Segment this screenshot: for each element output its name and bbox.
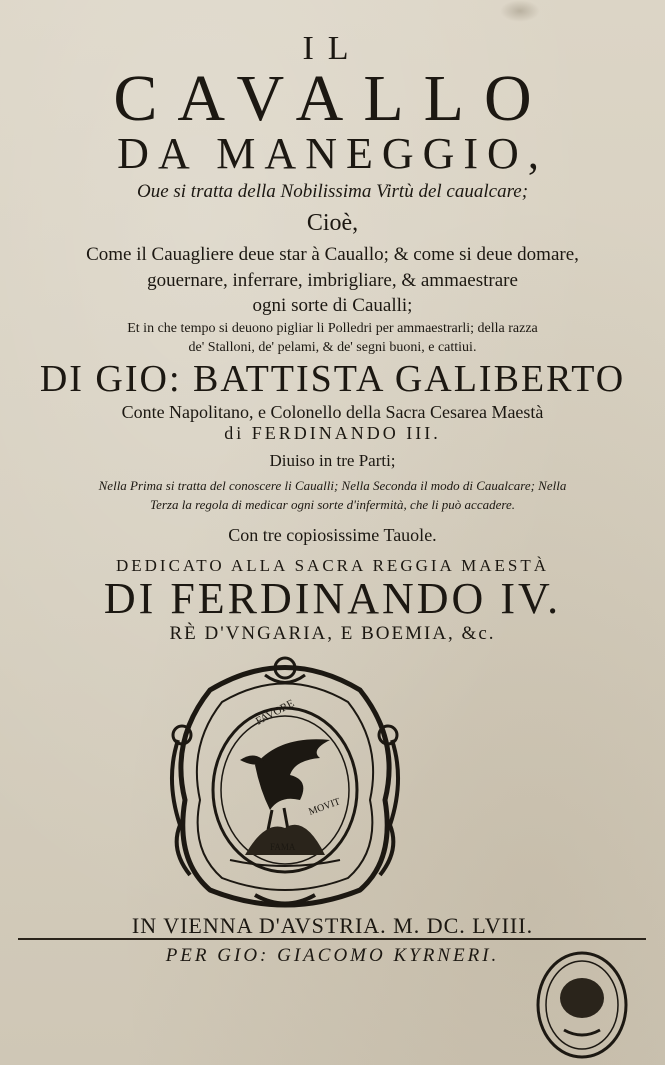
author-title-1: Conte Napolitano, e Colonello della Sacra Cesarea Maestà — [121, 402, 544, 422]
imprint-printer: PER GIO: GIACOMO KYRNERI. — [165, 945, 500, 966]
description-line-3: ogni sorte di Caualli; — [252, 295, 413, 316]
subtitle: Oue si tratta della Nobilissima Virtù del caualcare; — [136, 181, 529, 202]
eagle-printers-device-icon — [160, 650, 410, 910]
description-small-1: Et in che tempo si deuono pigliar li Polledri per ammaestrarli; della razza — [127, 321, 538, 336]
imprint-place: IN VIENNA D'AVSTRIA. M. DC. LVIII. — [131, 913, 534, 938]
parts-line-1: Nella Prima si tratta del conoscere li Caualli; Nella Seconda il modo di Caualcare; Nella — [98, 478, 567, 493]
cioe-line: Cioè, — [306, 210, 359, 236]
dedicatee-name: DI FERDINANDO IV. — [103, 574, 562, 623]
author-title-2: di FERDINANDO III. — [224, 423, 441, 443]
emblem-motto-mid: MOVIT — [307, 796, 342, 818]
tables-line: Con tre copiosissime Tauole. — [228, 525, 437, 545]
divided-line: Diuiso in tre Parti; — [269, 451, 396, 470]
parts-line-2: Terza la regola di medicar ogni sorte d'infermità, che li può accadere. — [150, 497, 515, 512]
imprint-rule — [18, 938, 646, 940]
emblem-motto-top: FAVORE — [253, 697, 297, 728]
title-line-cavallo: CAVALLO — [113, 62, 552, 135]
dedicatee-title: RÈ D'VNGARIA, E BOEMIA, &c. — [169, 623, 496, 644]
description-small-2: de' Stalloni, de' pelami, & de' segni buoni, e cattiui. — [188, 340, 477, 355]
title-line-da-maneggio: DA MANEGGIO, — [117, 129, 548, 178]
author-name: DI GIO: BATTISTA GALIBERTO — [39, 358, 626, 400]
emblem-motto-bottom: FAMA — [270, 842, 296, 852]
description-line-2: gouernare, inferrare, imbrigliare, & ammaestrare — [147, 270, 518, 291]
paper-stain — [500, 0, 540, 22]
library-stamp-icon — [534, 950, 630, 1060]
description-line-1: Come il Cauagliere deue star à Cauallo; & come si deue domare, — [86, 244, 579, 265]
title-line-il: IL — [302, 30, 363, 67]
dedication-line: DEDICATO ALLA SACRA REGGIA MAESTÀ — [115, 556, 550, 575]
